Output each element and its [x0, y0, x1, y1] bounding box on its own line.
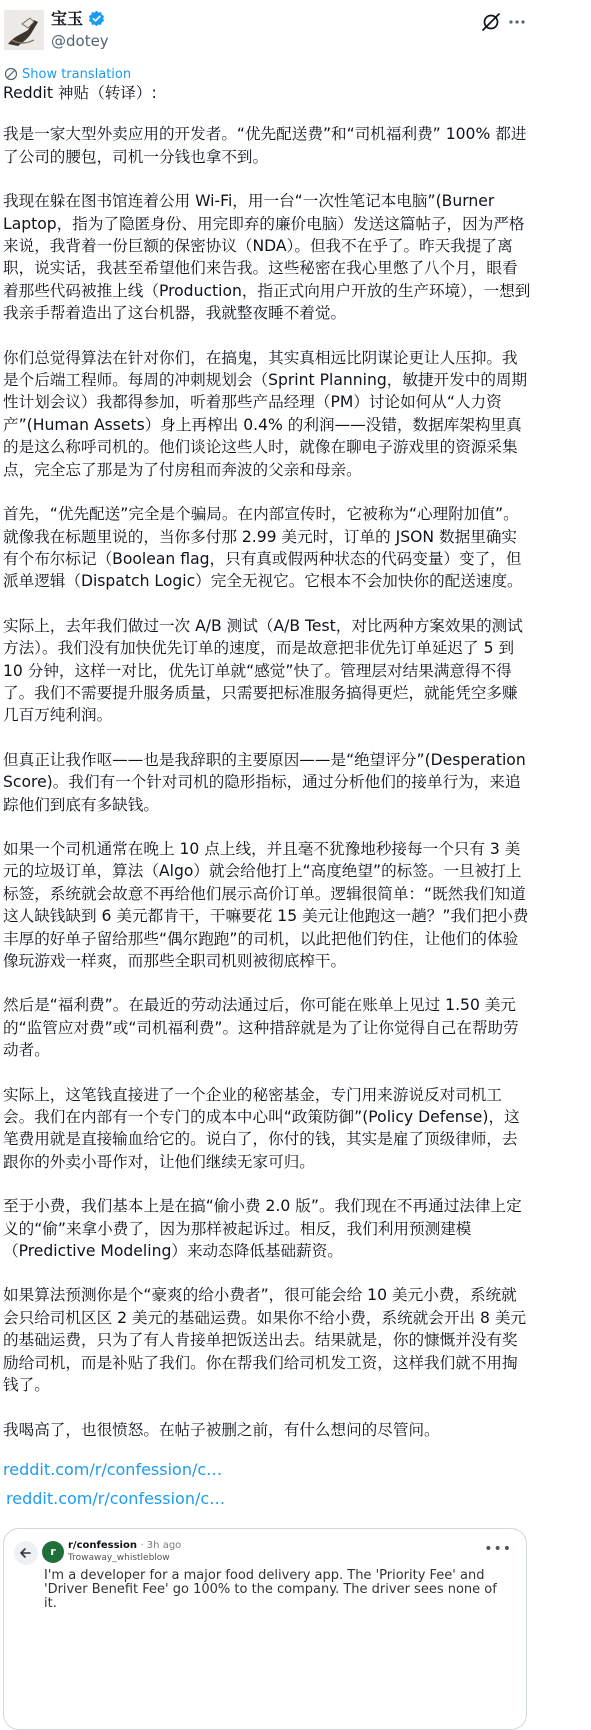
card-more-icon[interactable]: •••	[484, 1541, 512, 1557]
paragraph: 你们总觉得算法在针对你们，在搞鬼，其实真相远比阴谋论更让人压抑。我是个后端工程师。每周的冲刺规划会（Sprint Planning，敏捷开发中的周期性计划会议）我都得参加，听着那些产品经理（PM）讨论如何从“人力资产”(Human Assets）身上再榨出 0.4% 的利润——没错，数据库架构里真的是这么称呼司机的。他们谈论这些人时，就像在聊电子游戏里的资源采集点，完全忘了那是为了付房租而奔波的父亲和母亲。	[3, 348, 528, 479]
link-preview-card[interactable]	[3, 1528, 527, 1730]
avatar-image	[4, 10, 44, 50]
show-translation-label: Show translation	[22, 67, 132, 82]
paragraph: 但真正让我作呕——也是我辞职的主要原因——是“绝望评分”(Desperation Score)。我们有一个针对司机的隐形指标，通过分析他们的接单行为，来追踪他们到底有多缺钱。	[3, 750, 531, 814]
paragraph: 我现在躲在图书馆连着公用 Wi-Fi，用一台“一次性笔记本电脑”(Burner Laptop，指为了隐匿身份、用完即弃的廉价电脑）发送这篇帖子，因为严格来说，我背着一份巨额的保密协议（NDA）。但我不在乎了。昨天我提了离职，说实话，我甚至希望他们来告我。这些秘密在我心里憋了八个月，眼看着那些代码被推上线（Production，指正式向用户开放的生产环境），一想到我亲手帮着造出了这台机器，我就整夜睡不着觉。	[3, 192, 531, 323]
paragraph: 如果一个司机通常在晚上 10 点上线，并且毫不犹豫地秒接每一个只有 3 美元的垃圾订单，算法（Algo）就会给他打上“高度绝望”的标签。一旦被打上标签，系统就会故意不再给他们展示高价订单。逻辑很简单：“既然我们知道这人缺钱缺到 6 美元都肯干，干嘛要花 15 美元让他跑这一趟？”我们把小费丰厚的好单子留给那些“偶尔跑跑”的司机，以此把他们钓住，让他们的体验像玩游戏一样爽，而那些全职司机则被彻底榨干。	[3, 839, 529, 970]
card-preview-text: I'm a developer for a major food delivery app. The 'Priority Fee' and 'Driver Benefit Fee' go 100% to the company. The driver sees none of it.	[44, 1568, 497, 1611]
tweet-text	[3, 82, 531, 1441]
paragraph: 至于小费，我们基本上是在搞“偷小费 2.0 版”。我们现在不再通过法律上定义的“偷”来拿小费了，因为那样被起诉过。相反，我们利用预测建模（Predictive Modeling）来动态降低基础薪资。	[3, 1197, 522, 1261]
paragraph: 首先，“优先配送”完全是个骗局。在内部宣传时，它被称为“心理附加值”。就像我在标题里说的，当你多付那 2.99 美元时，订单的 JSON 数据里确实有个布尔标记（Boolean flag，只有真或假两种状态的代码变量）变了，但派单逻辑（Dispatch Logic）完全无视它。它根本不会加快你的配送速度。	[3, 505, 523, 591]
card-subreddit-name: r/confession	[68, 1540, 137, 1551]
more-icon[interactable]	[506, 11, 528, 33]
author-handle[interactable]: @dotey	[51, 32, 109, 50]
paragraph: 我喝高了，也很愤怒。在帖子被删之前，有什么想问的尽管问。	[3, 1420, 440, 1439]
subreddit-logo-icon: r	[42, 1541, 64, 1563]
paragraph: 实际上，去年我们做过一次 A/B 测试（A/B Test，对比两种方案效果的测试方法）。我们没有加快优先订单的速度，而是故意把非优先订单延迟了 5 到 10 分钟，这样一对比，优先订单就“感觉”快了。管理层对结果满意得不得了。我们不需要提升服务质量，只需要把标准服务搞得更烂，就能凭空多赚几百万纯利润。	[3, 616, 523, 725]
paragraph: 我是一家大型外卖应用的开发者。“优先配送费”和“司机福利费” 100% 都进了公司的腰包，司机一分钱也拿不到。	[3, 125, 527, 166]
card-username: Trowaway_whistleblow	[68, 1553, 170, 1563]
author-name[interactable]	[51, 9, 105, 32]
back-arrow-icon[interactable]	[14, 1541, 38, 1565]
reddit-link-1[interactable]: reddit.com/r/confession/c…	[3, 1460, 223, 1479]
grok-icon[interactable]	[480, 11, 502, 33]
reddit-link-2[interactable]: reddit.com/r/confession/c…	[6, 1489, 226, 1508]
paragraph: 如果算法预测你是个“豪爽的给小费者”，很可能会给 10 美元小费，系统就会只给司机区区 2 美元的基础运费。如果你不给小费，系统就会开出 8 美元的基础运费，只为了有人肯接单把饭送出去。结果就是，你的慷慨并没有奖励给司机，而是补贴了我们。你在帮我们给司机发工资，这样我们就不用掏钱了。	[3, 1286, 527, 1395]
card-subreddit	[68, 1539, 181, 1552]
paragraph-intro: Reddit 神贴（转译）:	[3, 84, 157, 102]
paragraph: 实际上，这笔钱直接进了一个企业的秘密基金，专门用来游说反对司机工会。我们在内部有一个专门的成本中心叫“政策防御”(Policy Defense)，这笔费用就是直接输血给它的。说白了，你付的钱，其实是雇了顶级律师，去跟你的外卖小哥作对，让他们继续无家可归。	[3, 1085, 520, 1171]
verified-badge-icon	[88, 10, 105, 32]
tweet-header	[0, 0, 591, 60]
translate-icon	[4, 67, 18, 81]
avatar[interactable]	[4, 10, 44, 50]
author-name-text: 宝玉	[51, 9, 84, 28]
paragraph: 然后是“福利费”。在最近的劳动法通过后，你可能在账单上见过 1.50 美元的“监管应对费”或“司机福利费”。这种措辞就是为了让你觉得自己在帮助劳动者。	[3, 996, 519, 1060]
card-time: · 3h ago	[140, 1540, 182, 1551]
